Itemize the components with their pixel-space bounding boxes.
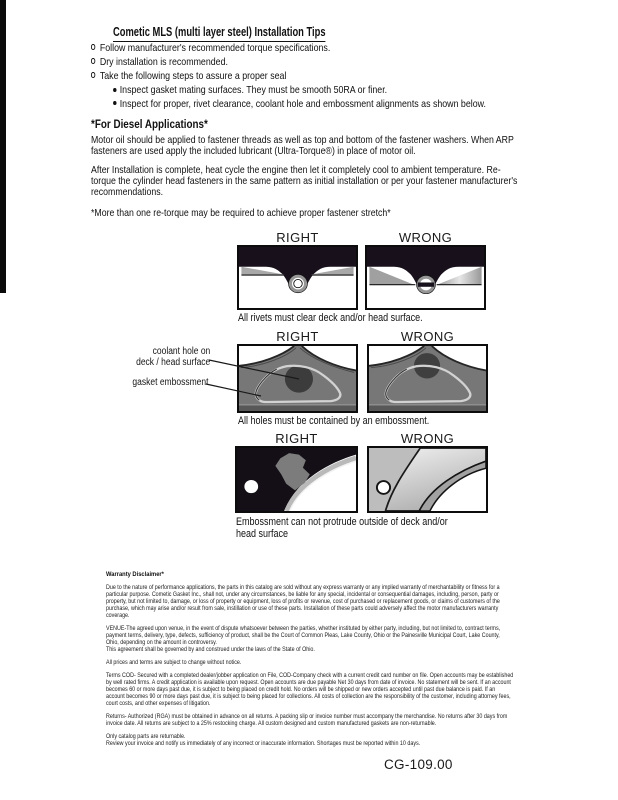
bullet-item <box>91 42 525 56</box>
warranty-section <box>106 571 514 747</box>
sub-bullet-text: Inspect for proper, rivet clearance, coolant hole and embossment alignments as shown below. <box>119 98 486 110</box>
rivet-clearance-wrong-diagram <box>367 247 484 308</box>
protrusion-wrong-diagram <box>369 448 486 511</box>
diesel-paragraph-1: Motor oil should be applied to fastener threads as well as top and bottom of the fastener washers. When ARP fasteners are used apply the included lubricant (Ultra-Torque®) in place of motor oil. <box>91 135 514 157</box>
warranty-paragraph: VENUE-The agreed upon venue, in the event of dispute whatsoever between the parties, whether instituted by either party, including, but not limited to, contract terms, payment terms, delivery, type, defects, sufficiency of product, shall be the Court of Common Pleas, Lake County, Ohio or the Painesville Municipal Court, Lake County, Ohio, depending on the amount in controversy. <box>106 625 501 646</box>
warranty-paragraph: This agreement shall be governed by and construed under the laws of the State of Ohio. <box>106 646 315 653</box>
open-bullet-icon <box>91 44 96 49</box>
warranty-paragraph: Only catalog parts are returnable. <box>106 733 186 740</box>
fig1-right-image <box>237 245 358 310</box>
rivet-clearance-right-diagram <box>239 247 356 308</box>
fig3-wrong-label: WRONG <box>400 431 455 446</box>
installation-tips-section <box>91 42 525 219</box>
bullet-text: Take the following steps to assure a proper seal <box>99 71 287 82</box>
fig1-wrong-image <box>365 245 486 310</box>
fig2-caption: All holes must be contained by an embossment. <box>238 415 430 427</box>
fig1-right-label: RIGHT <box>276 230 319 245</box>
filled-bullet-icon <box>113 88 116 92</box>
fig3-wrong-image <box>367 446 488 513</box>
scan-edge-artifact <box>0 0 6 293</box>
sub-bullet-item <box>113 84 524 98</box>
fig1-caption: All rivets must clear deck and/or head surface. <box>238 312 423 324</box>
fig2-wrong-label: WRONG <box>400 329 455 344</box>
warranty-paragraph: Returns- Authorized (RGA) must be obtained in advance on all returns. A packing slip or invoice number must accompany the merchandise. No returns after 30 days from invoice date. All returns are subject to a 25% restocking charge. All custom designed and custom manufactured gaskets are non-returnable. <box>106 713 508 727</box>
filled-bullet-icon <box>113 101 116 105</box>
gasket-embossment-annotation: gasket embossment <box>131 377 208 388</box>
embossment-wrong-diagram <box>369 346 486 411</box>
sub-bullet-text: Inspect gasket mating surfaces. They must be smooth 50RA or finer. <box>119 85 388 96</box>
warranty-paragraph: Terms COD- Secured with a completed dealer/jobber application on File, COD-Company check with a current credit card number on file. Open accounts may be established by well rated firms. A credit application is available upon request. Open accounts are due payable Net 30 days from date of invoice. No statement will be sent. If an account becomes 60 or more days past due, it is subject to being placed on credit hold. No orders will be shipped or new orders accepted until past due balance is paid. If an account becomes 90 or more days past due, it is subject to being placed for collections. All costs of collection are the responsibility of the customer, including attorney fees, court costs, and other expenses of litigation. <box>106 672 514 707</box>
diesel-paragraph-2: After Installation is complete, heat cycle the engine then let it completely cool to ambient temperature. Re-torque the cylinder head fasteners in the same pattern as initial installation or per your fastener manufacturer's recommendations. <box>91 164 518 198</box>
fig2-right-label: RIGHT <box>276 329 319 344</box>
warranty-heading: Warranty Disclaimer* <box>106 571 164 578</box>
warranty-paragraph: Due to the nature of performance applications, the parts in this catalog are sold without any express warranty or any implied warranty of merchantability or fitness for a particular purpose. Cometic Gasket Inc., shall not, under any circumstances, be liable for any special, incidental or consequential damages, including, person, party or property, but not limited to, damage, or loss of property or equipment, loss of profits or revenue, cost of purchased or replacement goods, or claims of customers of the purchase, which may arise and/or result from sale, instillation or use of these parts. Installation of these parts could adversely affect the motor manufacturers warranty coverage. <box>106 584 500 619</box>
warranty-paragraph: All prices and terms are subject to change without notice. <box>106 659 242 666</box>
bullet-item <box>91 56 525 70</box>
bullet-text: Follow manufacturer's recommended torque specifications. <box>99 43 331 54</box>
coolant-hole-annotation: coolant hole on deck / head surface <box>135 346 210 368</box>
open-bullet-icon <box>91 72 96 77</box>
warranty-paragraph: Review your invoice and notify us immediately of any incorrect or inaccurate information. Shortages must be reported within 10 days. <box>106 740 421 747</box>
page-code: CG-109.00 <box>384 757 453 772</box>
fig2-wrong-image <box>367 344 488 413</box>
diesel-heading: *For Diesel Applications* <box>91 118 208 131</box>
page-title: Cometic MLS (multi layer steel) Installation Tips <box>113 24 326 42</box>
retorque-note: *More than one re-torque may be required to achieve proper fastener stretch* <box>91 207 391 219</box>
bullet-text: Dry installation is recommended. <box>99 57 228 68</box>
sub-bullet-item <box>113 98 524 112</box>
annotation-leader-lines <box>195 352 310 402</box>
bullet-item <box>91 70 525 84</box>
fig3-right-label: RIGHT <box>275 431 318 446</box>
open-bullet-icon <box>91 58 96 63</box>
fig1-wrong-label: WRONG <box>398 230 453 245</box>
protrusion-right-diagram <box>237 448 356 511</box>
fig3-right-image <box>235 446 358 513</box>
fig3-caption: Embossment can not protrude outside of deck and/or head surface <box>236 516 448 540</box>
